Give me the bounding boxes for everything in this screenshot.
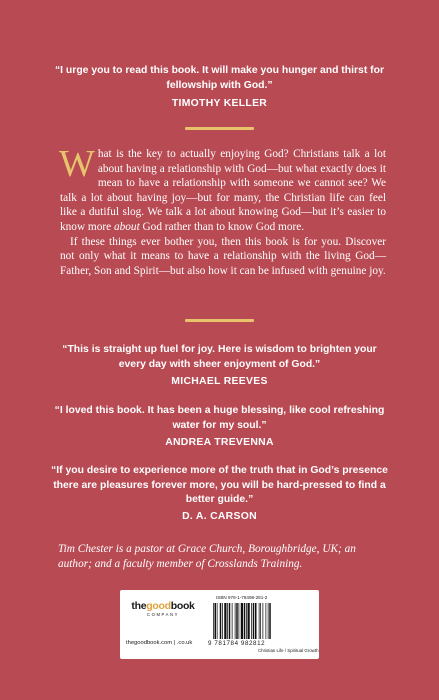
isbn-number: ISBN 978-1-78498-281-2: [216, 595, 268, 600]
drop-cap: W: [59, 143, 95, 185]
barcode-bar: [229, 603, 231, 639]
publisher-url: thegoodbook.com | .co.uk: [126, 640, 193, 646]
barcode-digits: 9 781784 982812: [208, 640, 266, 647]
book-blurb: [59, 143, 386, 278]
barcode-icon: [212, 603, 312, 639]
barcode-panel: [120, 590, 319, 659]
endorsement-quote-trevenna: “I loved this book. It has been a huge blessing, like cool refreshing water for my soul.”: [54, 405, 385, 431]
barcode-bar: [255, 603, 257, 639]
barcode-bar: [222, 603, 223, 639]
barcode-bar: [232, 603, 233, 639]
barcode-bar: [213, 603, 214, 639]
barcode-bar: [244, 603, 246, 639]
publisher-logo: [128, 600, 198, 617]
barcode-bar: [215, 603, 217, 639]
endorsement-author-carson: D. A. CARSON: [182, 511, 257, 522]
endorsement-author-trevenna: ANDREA TREVENNA: [165, 437, 274, 448]
barcode-bar: [246, 603, 247, 639]
barcode-bar: [260, 603, 261, 639]
barcode-bar: [217, 603, 218, 639]
blurb-paragraph-1: What is the key to actually enjoying God? Christians talk a lot about having a relationship with God—but what exactly does it mean to have a relationship with someone we cannot see? We talk a lot about having joy—but for many, the Christian life can feel like a dutiful slog. We talk a lot about knowing God—but it’s easier to know more about God rather than to know God more.: [59, 143, 386, 233]
barcode-bar: [220, 603, 222, 639]
barcode-bar: [239, 603, 240, 639]
book-category: Christian Life / Spiritual Growth: [258, 648, 319, 653]
barcode-bar: [259, 603, 260, 639]
endorsement-quote-keller: “I urge you to read this book. It will make you hunger and thirst for fellowship with God.”: [54, 65, 385, 91]
barcode-bar: [266, 603, 267, 639]
endorsement-author-keller: TIMOTHY KELLER: [171, 98, 268, 109]
barcode-bar: [227, 603, 228, 639]
publisher-logo-wordmark: thegoodbook: [131, 600, 195, 612]
barcode-bar: [251, 603, 252, 639]
barcode-bar: [268, 603, 269, 639]
barcode-bar: [253, 603, 255, 639]
author-bio: Tim Chester is a pastor at Grace Church, Boroughbridge, UK; an author; and a faculty member of Crosslands Training.: [58, 543, 356, 570]
gold-divider-middle: [185, 319, 254, 322]
barcode-bar: [241, 603, 243, 639]
publisher-logo-company: COMPANY: [146, 612, 180, 617]
barcode-bar: [235, 603, 236, 639]
barcode-bar: [263, 603, 264, 639]
endorsement-author-reeves: MICHAEL REEVES: [171, 376, 268, 387]
barcode-bar: [248, 603, 250, 639]
gold-divider-top: [185, 127, 254, 130]
endorsement-quote-carson: “If you desire to experience more of the truth that in God’s presence there are pleasures forever more, you will be hard-pressed to find a better guide.”: [51, 465, 388, 505]
barcode-bar: [269, 603, 271, 639]
barcode-bar: [224, 603, 226, 639]
endorsement-quote-reeves: “This is straight up fuel for joy. Here is wisdom to brighten your every day with sheer enjoyment of God.”: [62, 344, 377, 370]
blurb-paragraph-2: If these things ever bother you, then this book is for you. Discover not only what it means to have a relationship with the living God—Father, Son and Spirit—but also how it can be infused with genuine joy.: [60, 235, 386, 277]
barcode-bar: [236, 603, 238, 639]
